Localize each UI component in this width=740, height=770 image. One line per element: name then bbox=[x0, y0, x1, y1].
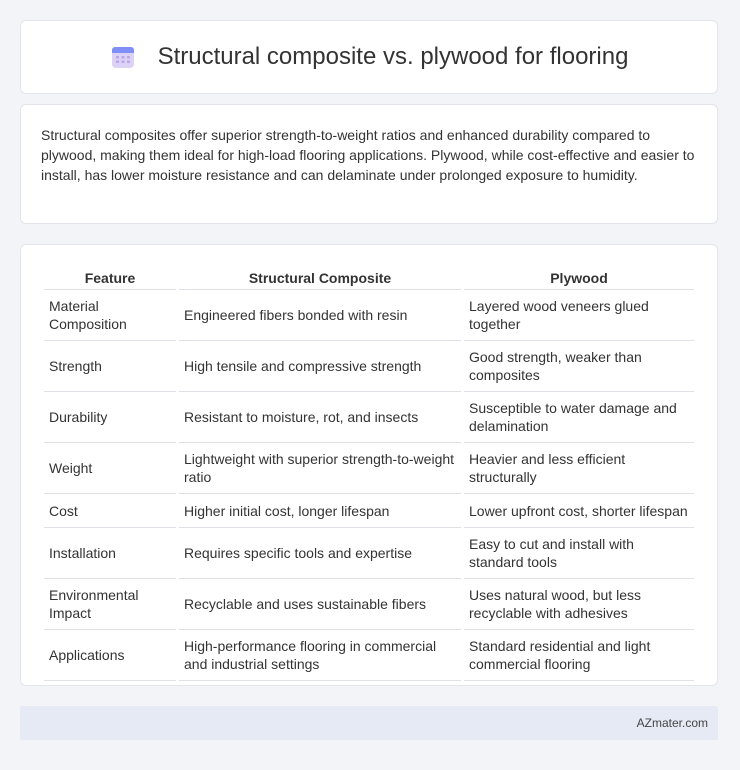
comparison-table bbox=[41, 265, 697, 681]
calendar-grid-icon bbox=[110, 44, 136, 70]
plywood-cell: Heavier and less efficient structurally bbox=[464, 442, 694, 493]
composite-cell: High tensile and compressive strength bbox=[179, 340, 461, 391]
plywood-cell: Lower upfront cost, shorter lifespan bbox=[464, 493, 694, 527]
feature-cell: Material Composition bbox=[44, 289, 176, 340]
table-row bbox=[44, 340, 694, 391]
feature-cell: Installation bbox=[44, 527, 176, 578]
table-row bbox=[44, 578, 694, 629]
composite-cell: High-performance flooring in commercial and industrial settings bbox=[179, 629, 461, 681]
feature-cell: Cost bbox=[44, 493, 176, 527]
feature-cell: Weight bbox=[44, 442, 176, 493]
table-row bbox=[44, 629, 694, 681]
feature-cell: Environmental Impact bbox=[44, 578, 176, 629]
table-body bbox=[44, 289, 694, 681]
feature-cell: Strength bbox=[44, 340, 176, 391]
footer-site: AZmater.com bbox=[636, 716, 708, 730]
footer bbox=[20, 706, 718, 740]
table-row bbox=[44, 527, 694, 578]
composite-cell: Resistant to moisture, rot, and insects bbox=[179, 391, 461, 442]
composite-cell: Requires specific tools and expertise bbox=[179, 527, 461, 578]
composite-cell: Lightweight with superior strength-to-weight ratio bbox=[179, 442, 461, 493]
header-structural-composite: Structural Composite bbox=[248, 270, 392, 286]
title-card bbox=[20, 20, 718, 94]
plywood-cell: Good strength, weaker than composites bbox=[464, 340, 694, 391]
header-feature: Feature bbox=[84, 270, 136, 286]
table-row bbox=[44, 289, 694, 340]
plywood-cell: Susceptible to water damage and delamination bbox=[464, 391, 694, 442]
table-row bbox=[44, 493, 694, 527]
header-plywood: Plywood bbox=[550, 270, 608, 286]
composite-cell: Engineered fibers bonded with resin bbox=[179, 289, 461, 340]
plywood-cell: Standard residential and light commercial flooring bbox=[464, 629, 694, 681]
page-title: Structural composite vs. plywood for flooring bbox=[157, 43, 629, 70]
feature-cell: Applications bbox=[44, 629, 176, 681]
table-row bbox=[44, 442, 694, 493]
table-row bbox=[44, 391, 694, 442]
intro-text: Structural composites offer superior strength-to-weight ratios and enhanced durability compared to plywood, making them ideal for high-load flooring applications. Plywood, while cost-effective and easier to install, has lower moisture resistance and can delaminate under prolonged exposure to humidity. bbox=[41, 127, 695, 183]
feature-cell: Durability bbox=[44, 391, 176, 442]
intro-card bbox=[20, 104, 718, 224]
table-header-row bbox=[44, 265, 694, 289]
composite-cell: Higher initial cost, longer lifespan bbox=[179, 493, 461, 527]
plywood-cell: Layered wood veneers glued together bbox=[464, 289, 694, 340]
comparison-table-card bbox=[20, 244, 718, 686]
composite-cell: Recyclable and uses sustainable fibers bbox=[179, 578, 461, 629]
plywood-cell: Uses natural wood, but less recyclable with adhesives bbox=[464, 578, 694, 629]
plywood-cell: Easy to cut and install with standard tools bbox=[464, 527, 694, 578]
